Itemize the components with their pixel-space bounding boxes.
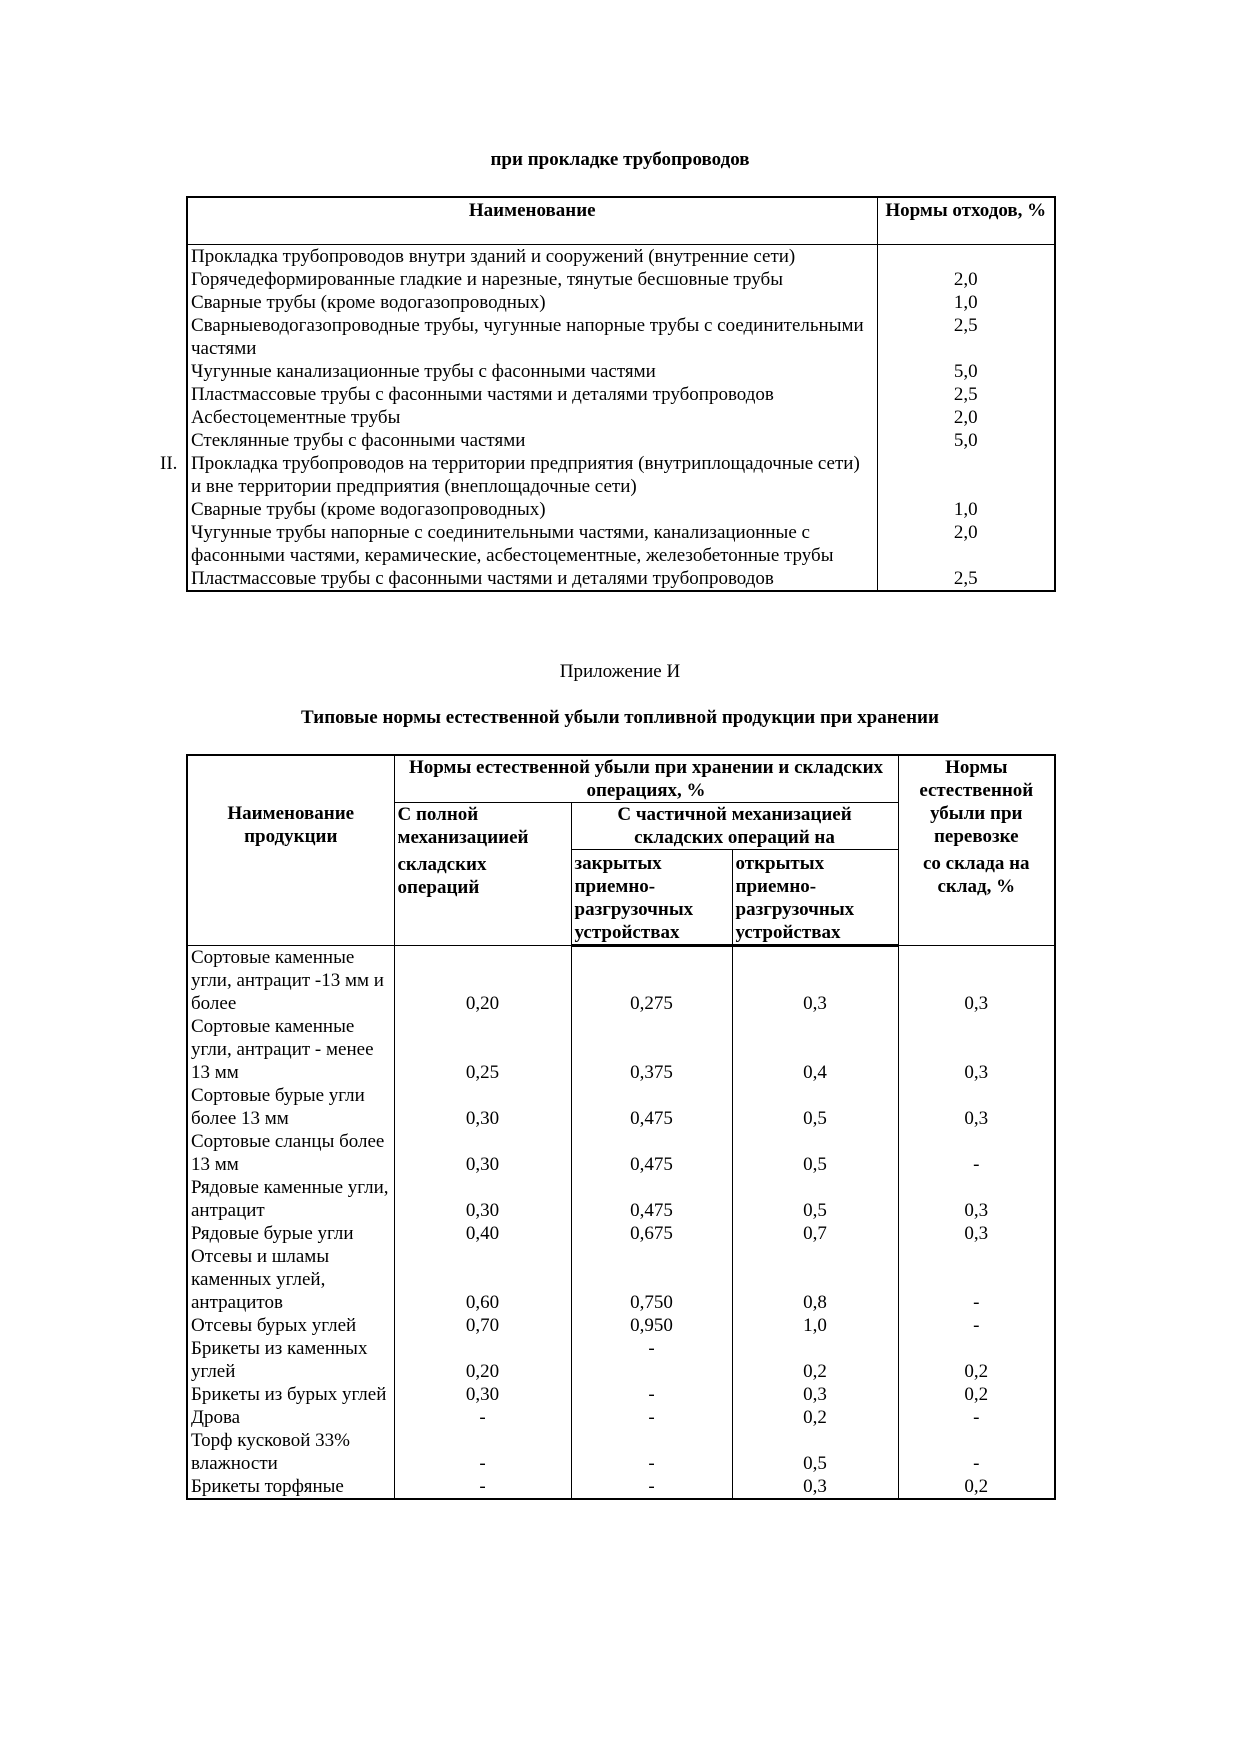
row-name: Дрова bbox=[187, 1406, 394, 1429]
table-row bbox=[187, 1130, 1055, 1176]
column-header-storage-group: Нормы естественной убыли при хранении и складских операциях, % bbox=[394, 755, 898, 803]
column-header-product-name: Наименование продукции bbox=[187, 755, 394, 946]
row-transport: - bbox=[898, 1130, 1055, 1176]
row-closed: - bbox=[571, 1383, 732, 1406]
row-open: 0,2 bbox=[732, 1406, 898, 1429]
table-row bbox=[187, 291, 1055, 314]
row-closed: 0,675 bbox=[571, 1222, 732, 1245]
column-header-full-mechanization bbox=[394, 803, 571, 946]
row-open: 0,5 bbox=[732, 1176, 898, 1222]
table-row bbox=[187, 521, 1055, 567]
table-row bbox=[187, 245, 1055, 269]
table-row bbox=[187, 429, 1055, 452]
column-header-closed: закрытых приемно-разгрузочных устройствах bbox=[571, 850, 732, 946]
row-name: Рядовые бурые угли bbox=[187, 1222, 394, 1245]
row-name: Чугунные трубы напорные с соединительными частями, канализационные с фасонными частями, керамические, асбестоцементные, железобетонные трубы bbox=[187, 521, 877, 567]
row-full-mech: 0,30 bbox=[394, 1130, 571, 1176]
row-transport: - bbox=[898, 1429, 1055, 1475]
row-value: 5,0 bbox=[877, 360, 1055, 383]
row-closed: 0,475 bbox=[571, 1130, 732, 1176]
row-value: 2,5 bbox=[877, 567, 1055, 591]
full-mech-line2: складских операций bbox=[397, 854, 487, 898]
row-closed: - bbox=[571, 1429, 732, 1475]
row-name: Рядовые каменные угли, антрацит bbox=[187, 1176, 394, 1222]
row-value: 2,0 bbox=[877, 268, 1055, 291]
row-value: 5,0 bbox=[877, 429, 1055, 452]
row-transport: 0,2 bbox=[898, 1475, 1055, 1499]
row-name: Брикеты из каменных углей bbox=[187, 1337, 394, 1383]
section-title-pipelines: при прокладке трубопроводов bbox=[490, 149, 750, 170]
row-transport: - bbox=[898, 1406, 1055, 1429]
table-header-row bbox=[187, 755, 1055, 803]
row-closed: - bbox=[571, 1406, 732, 1429]
table-row bbox=[187, 1383, 1055, 1406]
table-row bbox=[187, 1475, 1055, 1499]
row-full-mech: 0,30 bbox=[394, 1084, 571, 1130]
row-value: 2,5 bbox=[877, 314, 1055, 360]
row-name: Пластмассовые трубы с фасонными частями и деталями трубопроводов bbox=[187, 567, 877, 591]
table-row bbox=[187, 1406, 1055, 1429]
row-full-mech: 0,20 bbox=[394, 946, 571, 1016]
column-header-open: открытых приемно-разгрузочных устройствах bbox=[732, 850, 898, 946]
row-full-mech: 0,30 bbox=[394, 1176, 571, 1222]
row-name: Стеклянные трубы с фасонными частями bbox=[187, 429, 877, 452]
row-full-mech: 0,30 bbox=[394, 1383, 571, 1406]
section-marker: II. bbox=[160, 453, 178, 474]
table-row bbox=[187, 1245, 1055, 1314]
row-name: Брикеты торфяные bbox=[187, 1475, 394, 1499]
column-header-waste-norm: Нормы отходов, % bbox=[877, 197, 1055, 245]
transport-header-line2: со склада на склад, % bbox=[922, 853, 1030, 897]
row-closed: - bbox=[571, 1475, 732, 1499]
row-open: 0,7 bbox=[732, 1222, 898, 1245]
column-header-partial-mechanization: С частичной механизацией складских операций на bbox=[571, 803, 898, 850]
row-name: Сварные трубы (кроме водогазопроводных) bbox=[187, 291, 877, 314]
row-open: 0,5 bbox=[732, 1084, 898, 1130]
row-closed: 0,950 bbox=[571, 1314, 732, 1337]
fuel-loss-norms-table bbox=[186, 754, 1056, 1500]
row-name: Сортовые бурые угли более 13 мм bbox=[187, 1084, 394, 1130]
row-closed: 0,750 bbox=[571, 1245, 732, 1314]
row-name: Пластмассовые трубы с фасонными частями и деталями трубопроводов bbox=[187, 383, 877, 406]
row-transport: 0,3 bbox=[898, 946, 1055, 1016]
row-name: Сортовые каменные угли, антрацит -13 мм и более bbox=[187, 946, 394, 1016]
appendix-label: Приложение И bbox=[559, 661, 681, 682]
row-name: Сортовые сланцы более 13 мм bbox=[187, 1130, 394, 1176]
row-name: Горячедеформированные гладкие и нарезные, тянутые бесшовные трубы bbox=[187, 268, 877, 291]
row-name-cell bbox=[160, 452, 877, 498]
row-closed: 0,375 bbox=[571, 1015, 732, 1084]
row-full-mech: 0,60 bbox=[394, 1245, 571, 1314]
row-name: Чугунные канализационные трубы с фасонными частями bbox=[187, 360, 877, 383]
row-closed: 0,275 bbox=[571, 946, 732, 1016]
row-full-mech: - bbox=[394, 1429, 571, 1475]
row-full-mech: 0,20 bbox=[394, 1337, 571, 1383]
row-name: Асбестоцементные трубы bbox=[187, 406, 877, 429]
row-value: 1,0 bbox=[877, 498, 1055, 521]
row-transport: 0,3 bbox=[898, 1222, 1055, 1245]
row-open: 0,2 bbox=[732, 1337, 898, 1383]
row-closed: 0,475 bbox=[571, 1176, 732, 1222]
row-open: 0,4 bbox=[732, 1015, 898, 1084]
row-transport: - bbox=[898, 1314, 1055, 1337]
table-row bbox=[187, 1176, 1055, 1222]
table-row bbox=[187, 360, 1055, 383]
row-value: 2,0 bbox=[877, 521, 1055, 567]
row-transport: - bbox=[898, 1245, 1055, 1314]
column-header-name: Наименование bbox=[187, 197, 877, 245]
table-row bbox=[187, 1015, 1055, 1084]
table-row bbox=[187, 1222, 1055, 1245]
full-mech-line1: С полной механизациией bbox=[397, 804, 529, 848]
row-transport: 0,3 bbox=[898, 1176, 1055, 1222]
row-transport: 0,2 bbox=[898, 1337, 1055, 1383]
row-name: Сварныеводогазопроводные трубы, чугунные напорные трубы с соединительными частями bbox=[187, 314, 877, 360]
row-name: Прокладка трубопроводов внутри зданий и сооружений (внутренние сети) bbox=[187, 245, 877, 269]
transport-header-line1: Нормы естественной убыли при перевозке bbox=[919, 757, 1034, 847]
row-name: Сортовые каменные угли, антрацит - менее 13 мм bbox=[187, 1015, 394, 1084]
row-name: Брикеты из бурых углей bbox=[187, 1383, 394, 1406]
row-open: 0,5 bbox=[732, 1429, 898, 1475]
table-row bbox=[187, 268, 1055, 291]
row-closed: 0,475 bbox=[571, 1084, 732, 1130]
row-value: 2,0 bbox=[877, 406, 1055, 429]
row-open: 0,8 bbox=[732, 1245, 898, 1314]
table-row bbox=[187, 1429, 1055, 1475]
row-full-mech: - bbox=[394, 1475, 571, 1499]
table-row bbox=[187, 314, 1055, 360]
row-value bbox=[877, 452, 1055, 498]
row-value: 2,5 bbox=[877, 383, 1055, 406]
table-header-row bbox=[187, 197, 1055, 245]
section-title-fuel-loss: Типовые нормы естественной убыли топливной продукции при хранении bbox=[301, 707, 939, 728]
table-row bbox=[187, 406, 1055, 429]
row-open: 0,3 bbox=[732, 1383, 898, 1406]
row-open: 0,3 bbox=[732, 1475, 898, 1499]
table-row bbox=[187, 1084, 1055, 1130]
row-full-mech: 0,25 bbox=[394, 1015, 571, 1084]
column-header-transport bbox=[898, 755, 1055, 946]
row-full-mech: 0,70 bbox=[394, 1314, 571, 1337]
row-open: 1,0 bbox=[732, 1314, 898, 1337]
row-transport: 0,3 bbox=[898, 1084, 1055, 1130]
row-transport: 0,3 bbox=[898, 1015, 1055, 1084]
row-closed: - bbox=[571, 1337, 732, 1383]
table-row bbox=[187, 1314, 1055, 1337]
row-value: 1,0 bbox=[877, 291, 1055, 314]
row-name: Торф кусковой 33% влажности bbox=[187, 1429, 394, 1475]
table-row bbox=[187, 452, 1055, 498]
row-name: Отсевы бурых углей bbox=[187, 1314, 394, 1337]
table-row bbox=[187, 498, 1055, 521]
row-full-mech: 0,40 bbox=[394, 1222, 571, 1245]
row-open: 0,5 bbox=[732, 1130, 898, 1176]
table-row bbox=[187, 1337, 1055, 1383]
row-transport: 0,2 bbox=[898, 1383, 1055, 1406]
row-name: Отсевы и шламы каменных углей, антрацитов bbox=[187, 1245, 394, 1314]
row-open: 0,3 bbox=[732, 946, 898, 1016]
table-row bbox=[187, 567, 1055, 591]
table-row bbox=[187, 946, 1055, 1016]
table-row bbox=[187, 383, 1055, 406]
row-full-mech: - bbox=[394, 1406, 571, 1429]
row-name: Сварные трубы (кроме водогазопроводных) bbox=[187, 498, 877, 521]
row-value bbox=[877, 245, 1055, 269]
row-name: Прокладка трубопроводов на территории предприятия (внутриплощадочные сети) и вне территории предприятия (внеплощадочные сети) bbox=[191, 453, 860, 497]
pipeline-waste-norms-table bbox=[160, 196, 1056, 592]
